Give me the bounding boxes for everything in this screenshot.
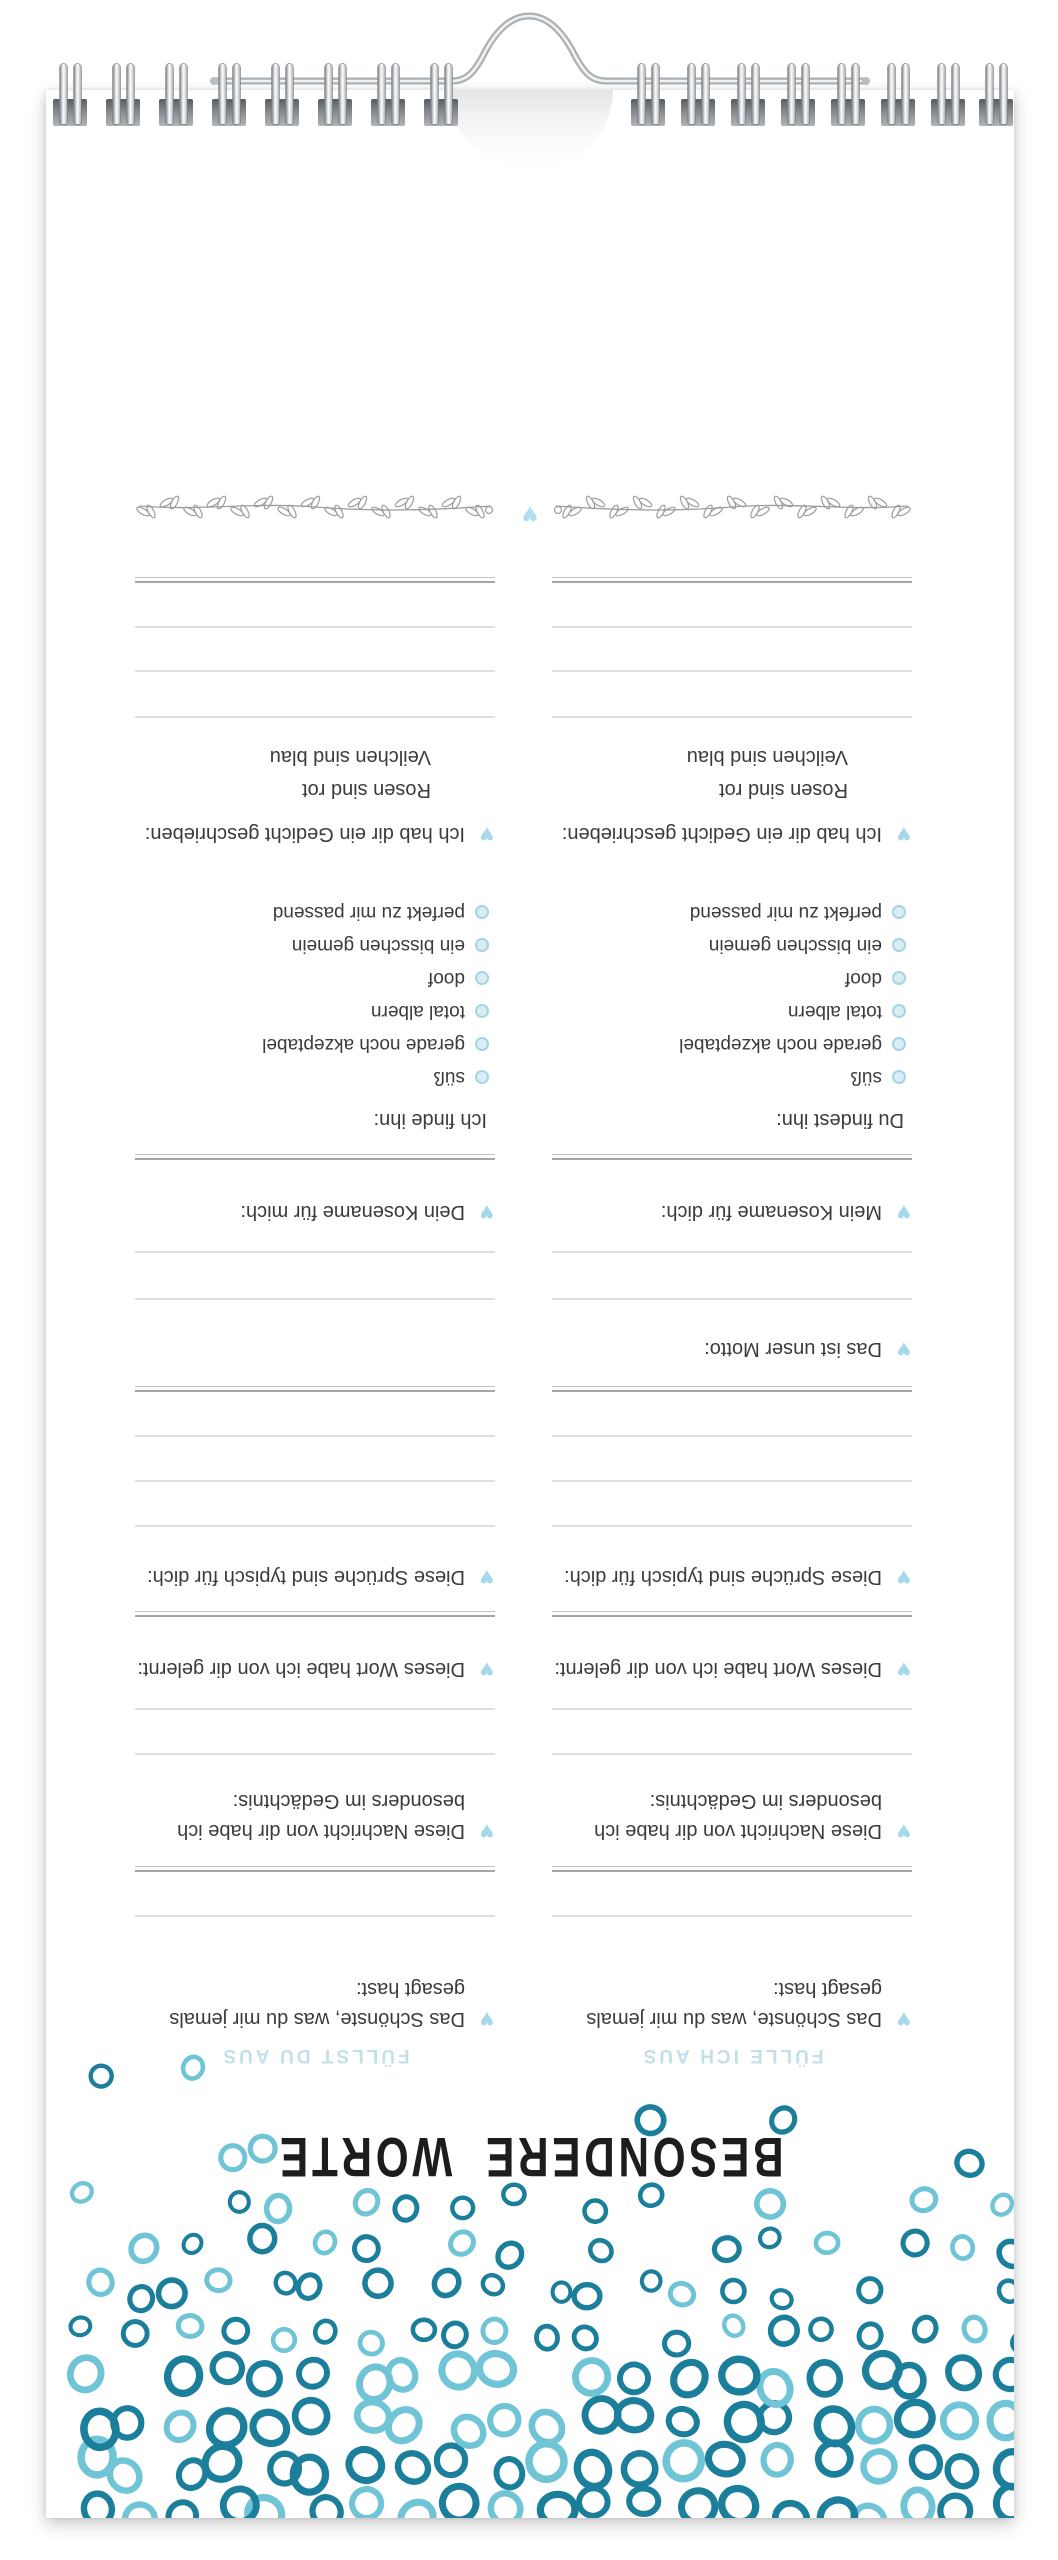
page-title: BESONDERE WORTE [276, 2125, 784, 2189]
binding-slot [371, 99, 405, 126]
circle-bullet-icon [475, 971, 489, 985]
column-header: FÜLLST DU AUS [220, 2045, 410, 2066]
rating-option: total albern [371, 998, 489, 1024]
spiral-loop [127, 64, 134, 124]
column-fuelle-ich-aus [552, 90, 912, 2518]
decorative-ring [909, 2186, 939, 2214]
decorative-ring [65, 2353, 106, 2395]
rating-option: doof [428, 965, 489, 991]
binding-slot [979, 99, 1013, 126]
writing-line [552, 1611, 912, 1617]
decorative-ring [911, 2314, 940, 2344]
prompt-message: ♥ Diese Nachricht von dir habe ich besonders im Gedächtnis: [594, 1790, 911, 1845]
writing-line [135, 1915, 495, 1917]
heart-bullet-icon: ♥ [479, 1818, 494, 1845]
writing-line [135, 1611, 495, 1617]
writing-line [135, 1708, 495, 1710]
prompt-sayings: ♥ Diese Sprüche sind typisch für dich: [147, 1564, 494, 1591]
heart-bullet-icon: ♥ [479, 2006, 494, 2033]
rating-option: süß [850, 1064, 906, 1090]
decorative-ring [1012, 2333, 1014, 2353]
spiral-loop [938, 64, 945, 124]
rating-label: Ich finde ihn: [373, 1109, 487, 1131]
spiral-loop [802, 64, 809, 124]
spiral-loop [166, 64, 173, 124]
writing-line [552, 1525, 912, 1527]
spiral-loop [286, 64, 293, 124]
decorative-ring [990, 2354, 1014, 2394]
rating-option: ein bisschen gemein [292, 932, 489, 958]
spiral-loop [325, 64, 332, 124]
writing-line [135, 1866, 495, 1872]
heart-bullet-icon: ♥ [479, 1199, 494, 1226]
spiral-loop [60, 64, 67, 124]
spiral-loop [431, 64, 438, 124]
binding-slot [831, 99, 865, 126]
prompt-poem: ♥ Ich hab dir ein Gedicht geschrieben: [144, 821, 494, 848]
decorative-ring [934, 2490, 976, 2518]
writing-line [552, 1251, 912, 1253]
writing-line [135, 1525, 495, 1527]
prompt-word: ♥ Dieses Wort habe ich von dir gelernt: [554, 1656, 911, 1683]
decorative-ring [988, 2191, 1014, 2219]
spiral-loop [838, 64, 845, 124]
spiral-loop [986, 64, 993, 124]
writing-line [135, 1753, 495, 1755]
circle-bullet-icon [892, 905, 906, 919]
circle-bullet-icon [475, 1004, 489, 1018]
writing-line [135, 670, 495, 672]
circle-bullet-icon [475, 905, 489, 919]
binding-slot [106, 99, 140, 126]
prompt-nickname: ♥ Dein Kosename für mich: [240, 1199, 494, 1226]
decorative-ring [942, 2404, 976, 2438]
spiral-loop [378, 64, 385, 124]
binding-slot [318, 99, 352, 126]
binding-slot [881, 99, 915, 126]
binding-slot [424, 99, 458, 126]
spiral-loop [180, 64, 187, 124]
prompt-word: ♥ Dieses Wort habe ich von dir gelernt: [137, 1656, 494, 1683]
decorative-ring [942, 2351, 985, 2394]
decorative-ring [994, 2236, 1014, 2271]
writing-line [552, 1708, 912, 1710]
poem-line: Rosen sind rot [302, 779, 431, 801]
prompt-message: ♥ Diese Nachricht von dir habe ich besonders im Gedächtnis: [177, 1790, 494, 1845]
decorative-ring [906, 2442, 945, 2482]
decorative-ring [995, 2277, 1014, 2306]
spiral-loop [752, 64, 759, 124]
spiral-loop [852, 64, 859, 124]
rating-option: gerade noch akzeptabel [679, 1031, 906, 1057]
binding-slot [159, 99, 193, 126]
spiral-loop [339, 64, 346, 124]
circle-bullet-icon [892, 1004, 906, 1018]
writing-line [552, 670, 912, 672]
binding-slot [631, 99, 665, 126]
heart-bullet-icon: ♥ [896, 1336, 911, 1363]
decorative-ring [494, 2457, 525, 2490]
binding-slot [781, 99, 815, 126]
prompt-nickname: ♥ Mein Kosename für dich: [660, 1199, 911, 1226]
decorative-ring [69, 2315, 92, 2337]
heart-bullet-icon: ♥ [896, 1199, 911, 1226]
prompt-superlative: ♥ Das Schönste, was du mir jemals gesagt hast: [169, 1978, 494, 2033]
writing-line [552, 1480, 912, 1482]
writing-line [552, 626, 912, 628]
spiral-loop [688, 64, 695, 124]
spiral-loop [1000, 64, 1007, 124]
writing-line [135, 1298, 495, 1300]
prompt-superlative: ♥ Das Schönste, was du mir jemals gesagt hast: [586, 1978, 911, 2033]
writing-line [552, 1154, 912, 1160]
decorative-ring [88, 2063, 114, 2089]
writing-line [135, 1435, 495, 1437]
writing-line [552, 1386, 912, 1392]
spiral-loop [652, 64, 659, 124]
circle-bullet-icon [892, 938, 906, 952]
heart-bullet-icon: ♥ [896, 1818, 911, 1845]
heart-bullet-icon: ♥ [479, 1564, 494, 1591]
decorative-ring [942, 2451, 982, 2492]
writing-line [552, 1298, 912, 1300]
column-header: FÜLLE ICH AUS [640, 2045, 824, 2066]
spiral-loop [74, 64, 81, 124]
spiral-binding [0, 0, 1058, 210]
writing-line [135, 626, 495, 628]
writing-line [135, 1251, 495, 1253]
binding-slot [212, 99, 246, 126]
writing-line [135, 1154, 495, 1160]
prompt-sayings: ♥ Diese Sprüche sind typisch für dich: [564, 1564, 911, 1591]
circle-bullet-icon [475, 938, 489, 952]
rating-label: Du findest ihn: [776, 1109, 904, 1131]
writing-line [135, 716, 495, 718]
writing-line [552, 1753, 912, 1755]
rating-option: ein bisschen gemein [709, 932, 906, 958]
rating-option: perfekt zu mir passend [273, 899, 489, 925]
decorative-ring [86, 2268, 115, 2298]
heart-bullet-icon: ♥ [896, 2006, 911, 2033]
binding-slot [731, 99, 765, 126]
heart-bullet-icon: ♥ [896, 821, 911, 848]
poem-line: Veilchen sind blau [686, 746, 848, 768]
spiral-loop [392, 64, 399, 124]
writing-line [552, 577, 912, 583]
heart-bullet-icon: ♥ [896, 1564, 911, 1591]
binding-slot [931, 99, 965, 126]
binding-slot [265, 99, 299, 126]
binding-slot [681, 99, 715, 126]
rating-option: gerade noch akzeptabel [262, 1031, 489, 1057]
writing-line [552, 1435, 912, 1437]
rating-option: perfekt zu mir passend [690, 899, 906, 925]
spiral-loop [445, 64, 452, 124]
decorative-ring [493, 2238, 526, 2272]
heart-bullet-icon: ♥ [479, 821, 494, 848]
writing-line [135, 1386, 495, 1392]
circle-bullet-icon [475, 1070, 489, 1084]
poem-line: Rosen sind rot [719, 779, 848, 801]
binding-slot [53, 99, 87, 126]
circle-bullet-icon [892, 1070, 906, 1084]
decorative-ring [990, 2403, 1014, 2438]
spiral-loop [738, 64, 745, 124]
column-fuellst-du-aus [135, 90, 495, 2518]
rating-option: doof [845, 965, 906, 991]
decorative-ring [961, 2315, 988, 2344]
spiral-loop [638, 64, 645, 124]
writing-line [135, 577, 495, 583]
page-content-rotated [46, 90, 1014, 2518]
spiral-loop [902, 64, 909, 124]
circle-bullet-icon [892, 971, 906, 985]
spiral-loop [952, 64, 959, 124]
spiral-loop [233, 64, 240, 124]
calendar-page [46, 90, 1014, 2518]
heart-bullet-icon: ♥ [479, 1656, 494, 1683]
writing-line [552, 716, 912, 718]
prompt-motto: ♥ Das ist unser Motto: [704, 1336, 911, 1363]
poem-line: Veilchen sind blau [269, 746, 431, 768]
rating-option: total albern [788, 998, 906, 1024]
rating-option: süß [433, 1064, 489, 1090]
prompt-poem: ♥ Ich hab dir ein Gedicht geschrieben: [561, 821, 911, 848]
spiral-loop [272, 64, 279, 124]
circle-bullet-icon [475, 1037, 489, 1051]
heart-bullet-icon: ♥ [896, 1656, 911, 1683]
decorative-ring [950, 2234, 975, 2260]
circle-bullet-icon [892, 1037, 906, 1051]
spiral-loop [788, 64, 795, 124]
decorative-ring [996, 2451, 1014, 2487]
writing-line [552, 1866, 912, 1872]
spiral-loop [888, 64, 895, 124]
vine-heart-icon: ♥ [521, 500, 539, 530]
spiral-loop [219, 64, 226, 124]
spiral-loop [113, 64, 120, 124]
writing-line [552, 1915, 912, 1917]
spiral-loop [702, 64, 709, 124]
writing-line [135, 1480, 495, 1482]
decorative-ring [81, 2491, 115, 2518]
